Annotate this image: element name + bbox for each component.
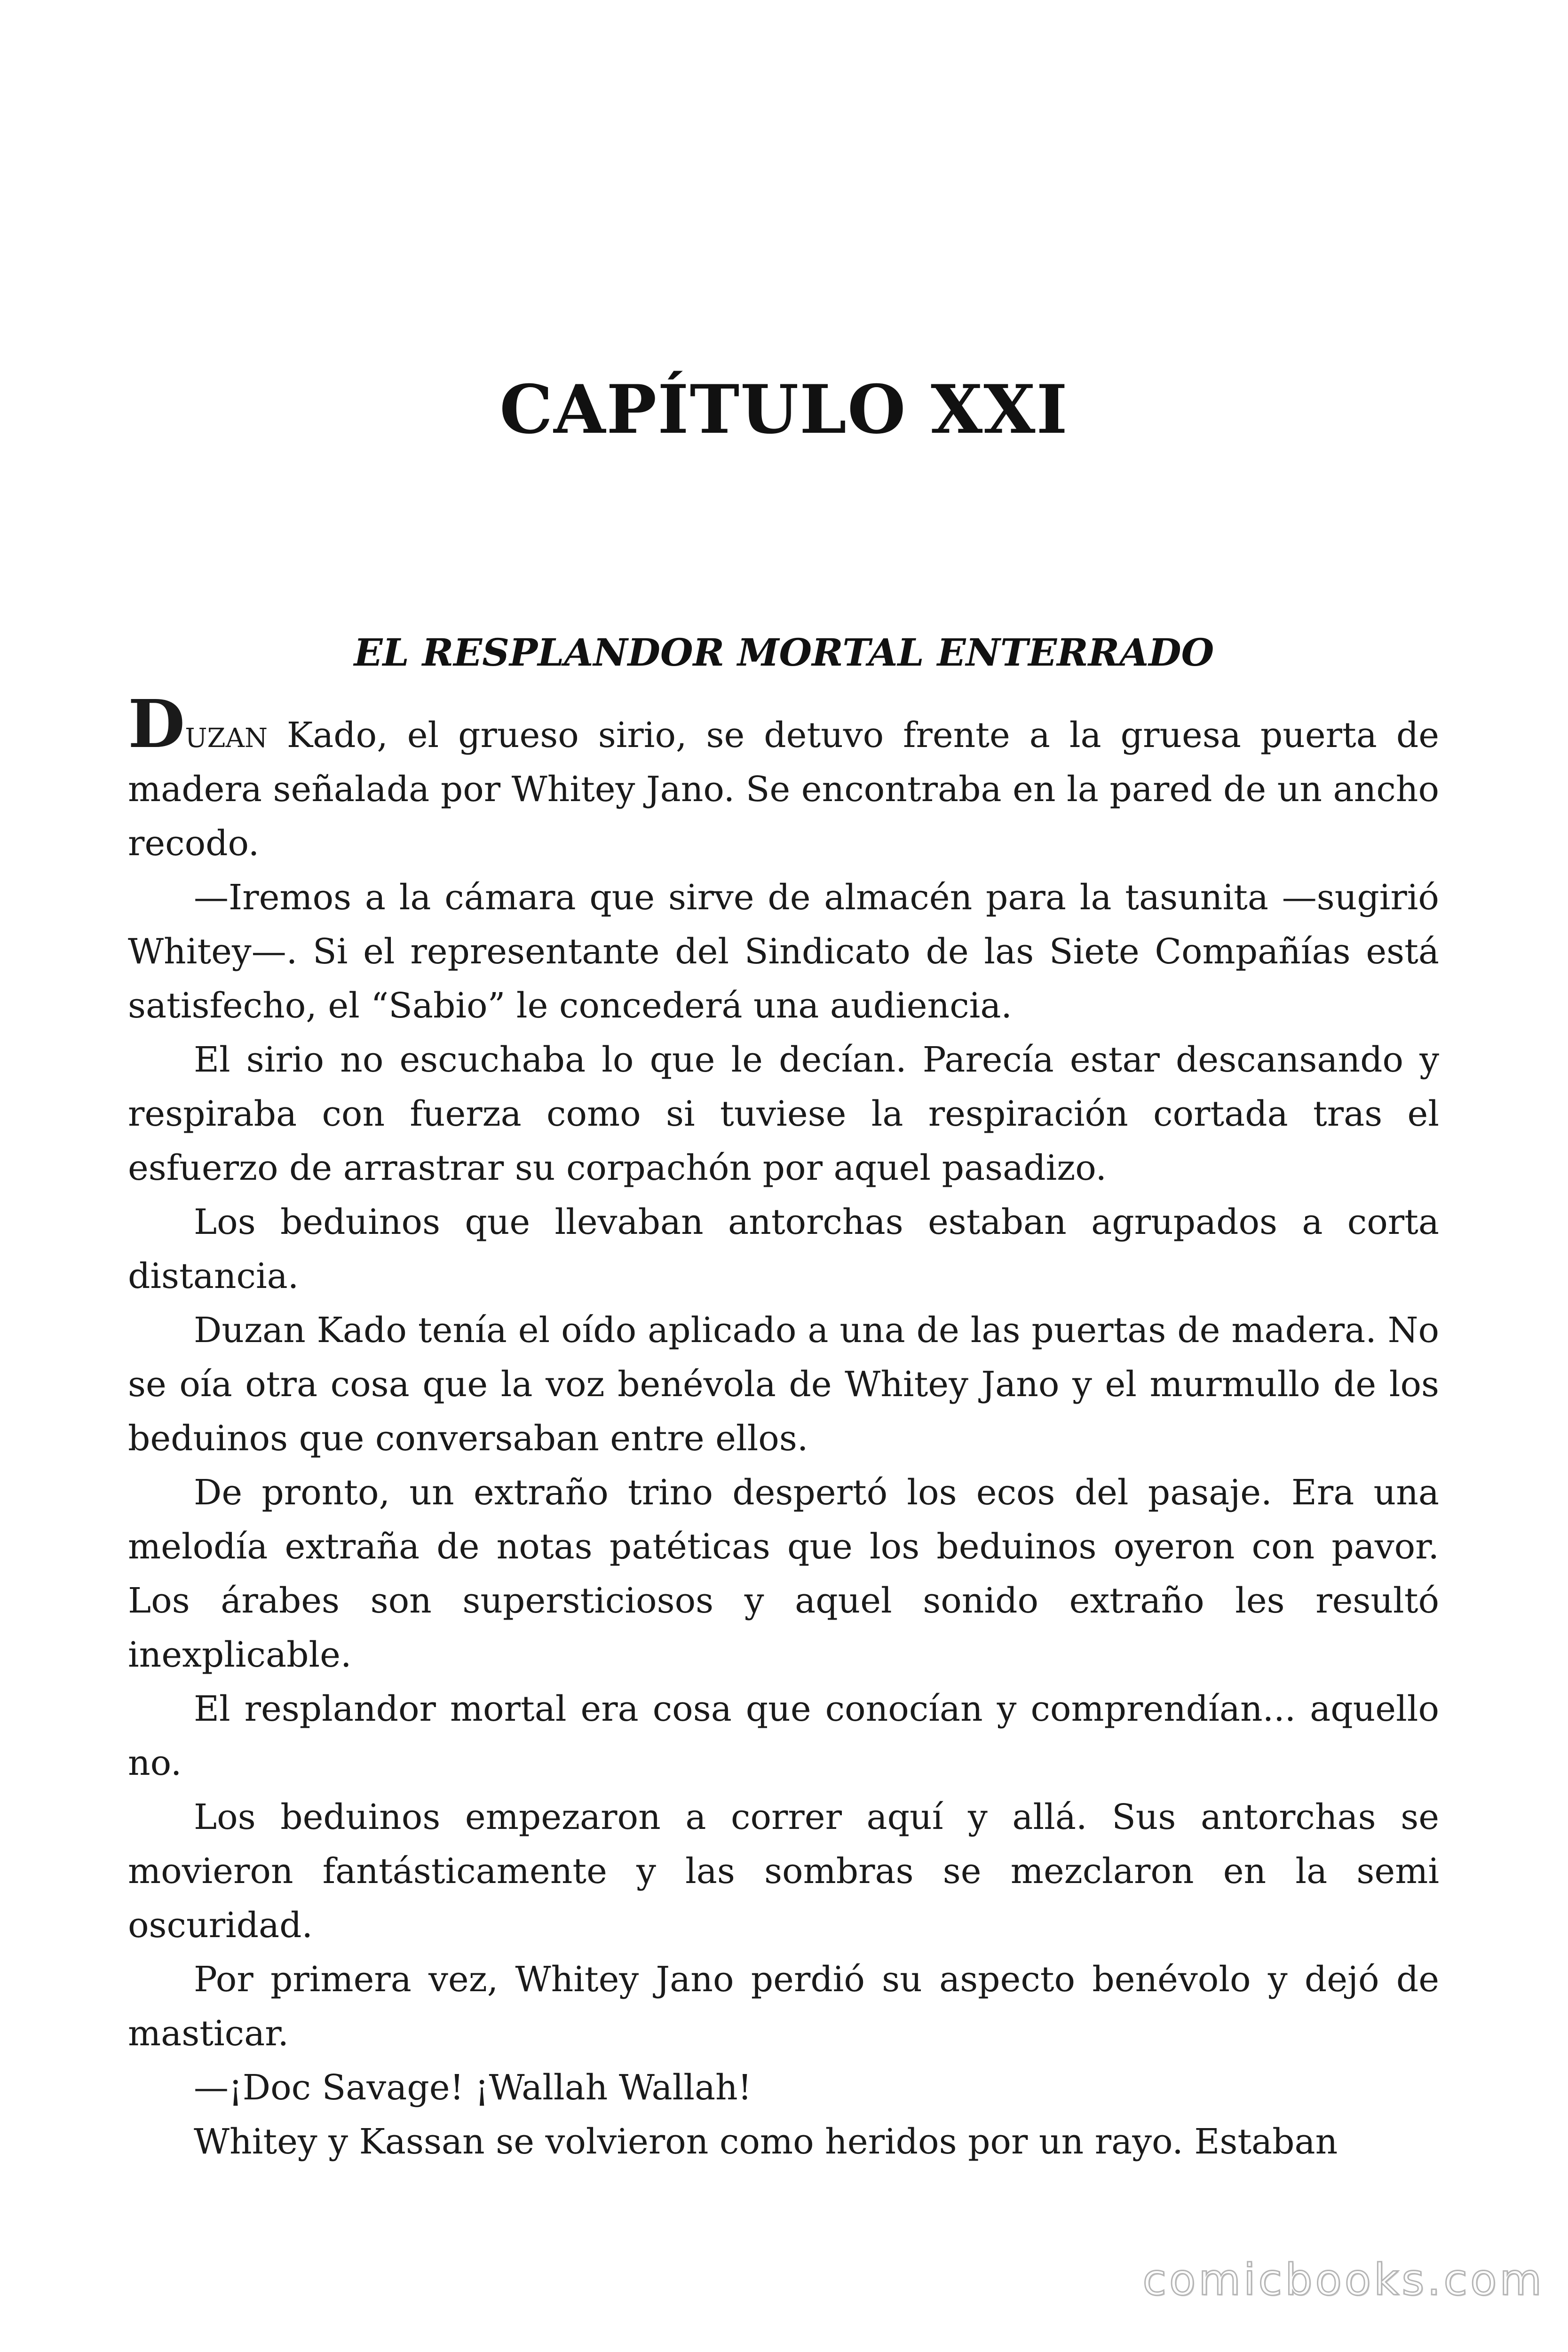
watermark: comicbooks.com [1142,2255,1544,2305]
chapter-body [128,686,1439,2169]
first-word-small-caps: uzan [185,712,268,756]
drop-cap: D [128,686,185,763]
chapter-subtitle: EL RESPLANDOR MORTAL ENTERRADO [354,630,1214,675]
paragraph: Por primera vez, Whitey Jano perdió su aspecto benévolo y dejó de masticar. [128,1959,1439,2054]
paragraph: De pronto, un extraño trino despertó los ecos del pasaje. Era una melodía extraña de notas patéticas que los beduinos oyeron con pavor. Los árabes son supersticiosos y aquel sonido extraño les resultó inexplicable. [128,1472,1439,1675]
paragraph: El sirio no escuchaba lo que le decían. Parecía estar descansando y respiraba con fuerza como si tuviese la respiración cortada tras el esfuerzo de arrastrar su corpachón por aquel pasadizo. [128,1040,1439,1188]
paragraph-text: Kado, el grueso sirio, se detuvo frente a la gruesa puerta de madera señalada por Whitey Jano. Se encontraba en la pared de un ancho recodo. [128,715,1439,864]
paragraph: El resplandor mortal era cosa que conocían y comprendían... aquello no. [128,1689,1439,1783]
paragraph: Duzan Kado tenía el oído aplicado a una de las puertas de madera. No se oía otra cosa que la voz benévola de Whitey Jano y el murmullo de los beduinos que conversaban entre ellos. [128,1310,1439,1459]
paragraph: Whitey y Kassan se volvieron como heridos por un rayo. Estaban [194,2122,1338,2162]
chapter-title: CAPÍTULO XXI [499,371,1069,449]
paragraph: —Iremos a la cámara que sirve de almacén para la tasunita —sugirió Whitey—. Si el representante del Sindicato de las Siete Compañías está satisfecho, el “Sabio” le concederá una audiencia. [128,877,1439,1026]
paragraph: Los beduinos empezaron a correr aquí y allá. Sus antorchas se movieron fantásticamente y las sombras se mezclaron en la semi oscuridad. [128,1797,1439,1946]
paragraph: Los beduinos que llevaban antorchas estaban agrupados a corta distancia. [128,1202,1439,1296]
paragraph: —¡Doc Savage! ¡Wallah Wallah! [194,2067,752,2108]
paragraph [128,686,1439,871]
